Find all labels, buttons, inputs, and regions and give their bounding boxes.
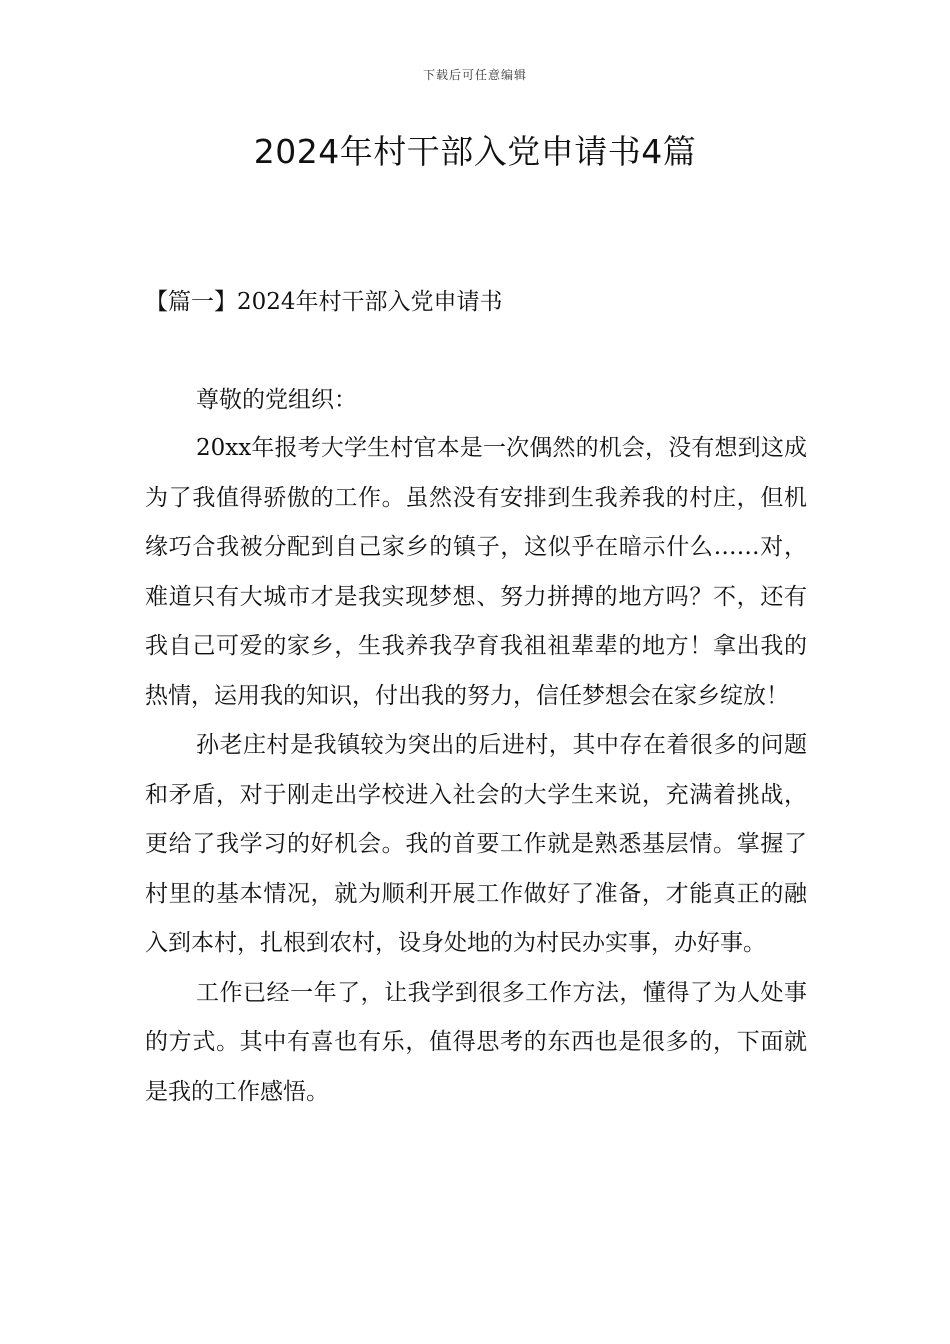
- paragraph: 孙老庄村是我镇较为突出的后进村，其中存在着很多的问题和矛盾，对于刚走出学校进入社会的大学生来说，充满着挑战，更给了我学习的好机会。我的首要工作就是熟悉基层情。掌握了村里的基本情况，就为顺利开展工作做好了准备，才能真正的融入到本村，扎根到农村，设身处地的为村民办实事，办好事。: [145, 732, 807, 956]
- salutation: 尊敬的党组织：: [196, 387, 357, 413]
- section-heading: 【篇一】2024年村干部入党申请书: [145, 289, 503, 315]
- paragraph: 工作已经一年了，让我学到很多工作方法，懂得了为人处事的方式。其中有喜也有乐，值得思考的东西也是很多的，下面就是我的工作感悟。: [145, 979, 807, 1105]
- paragraph: 20xx年报考大学生村官本是一次偶然的机会，没有想到这成为了我值得骄傲的工作。虽然没有安排到生我养我的村庄，但机缘巧合我被分配到自己家乡的镇子，这似乎在暗示什么……对，难道只有大城市才是我实现梦想、努力拼搏的地方吗？不，还有我自己可爱的家乡，生我养我孕育我祖祖辈辈的地方！拿出我的热情，运用我的知识，付出我的努力，信任梦想会在家乡绽放！: [145, 435, 807, 709]
- header-note: 下载后可任意编辑: [422, 68, 527, 82]
- document-title: 2024年村干部入党申请书4篇: [253, 132, 697, 171]
- body-text: [145, 424, 807, 1117]
